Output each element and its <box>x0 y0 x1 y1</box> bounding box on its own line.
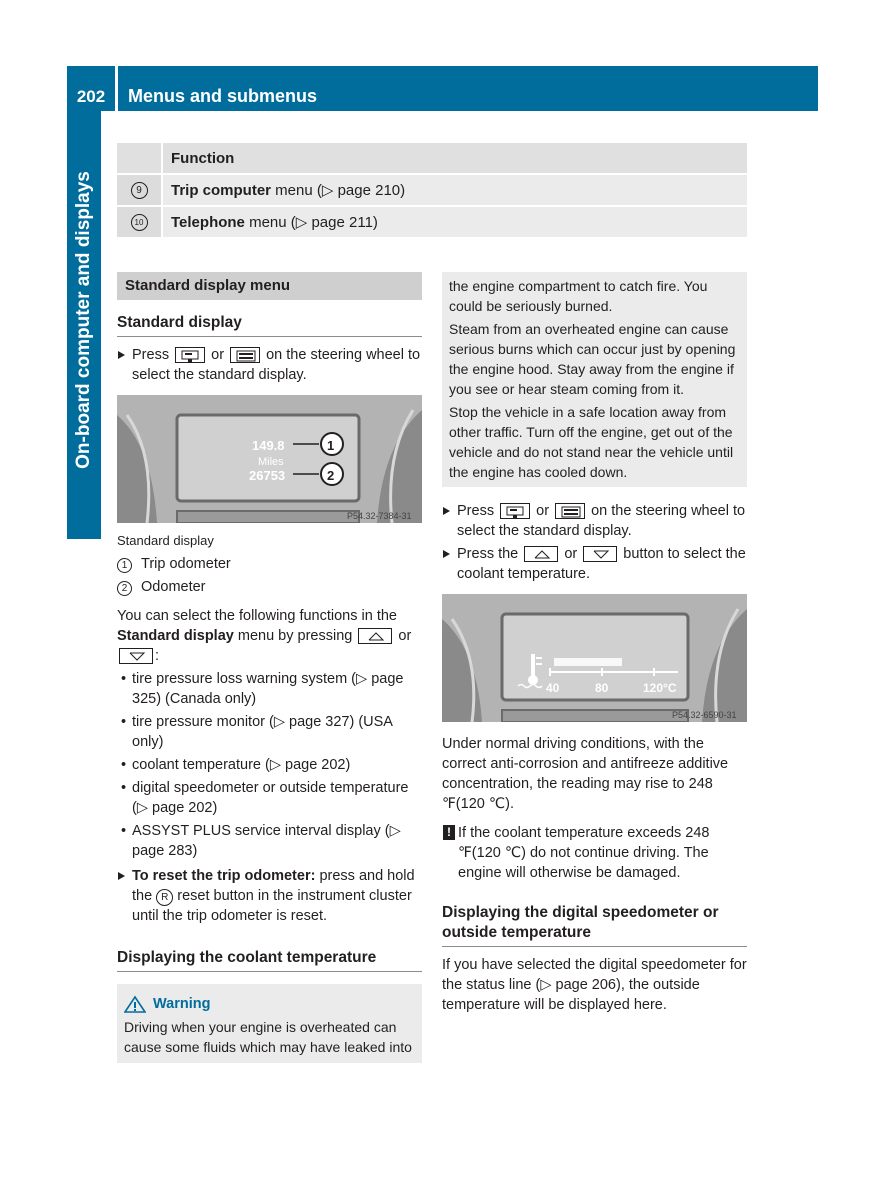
step-text: or <box>536 503 550 519</box>
figure-code: P54.32-6590-31 <box>672 710 737 720</box>
instruction-step <box>117 345 422 385</box>
side-tab-label-wrap <box>67 150 101 490</box>
paragraph: Under normal driving conditions, with the correct anti-corrosion and antifreeze additive concentration, the reading may rise to 248 ℉(120 ℃). <box>442 736 729 812</box>
up-button-icon <box>358 628 392 644</box>
step-text: button to select the coolant temperature. <box>457 546 746 582</box>
page-title: Menus and submenus <box>128 86 318 106</box>
step-text: or <box>564 546 578 562</box>
side-tab-label: On-board computer and displays <box>73 171 94 469</box>
number-circle: 10 <box>131 214 148 231</box>
function-ref: menu (▷ page 210) <box>271 182 406 199</box>
para-text: or <box>398 628 412 644</box>
standard-display-figure <box>117 395 422 523</box>
table-header-row <box>117 143 747 173</box>
right-column <box>442 272 747 1015</box>
list-item: • digital speedometer or outside temperature (▷ page 202) <box>117 778 422 818</box>
display-button-icon <box>500 503 530 519</box>
legend-item <box>117 554 422 574</box>
para-bold: Standard display <box>117 628 234 644</box>
list-item: • tire pressure monitor (▷ page 327) (USA only) <box>117 712 422 752</box>
reset-button-icon: R <box>156 889 173 906</box>
warning-text: Steam from an overheated engine can cause serious burns which can occur just by opening the engine hood. Stay away from the engine if you see or hear steam coming from it. <box>449 321 736 397</box>
reading-unit: Miles <box>258 456 284 468</box>
figure-code: P54.32-7384-31 <box>347 511 412 521</box>
trip-reading: 149.8 <box>252 438 285 453</box>
temp-label-1: 40 <box>546 681 560 695</box>
function-name: Telephone <box>171 213 245 231</box>
warning-box-continued <box>442 272 747 487</box>
callout-1: 1 <box>327 438 335 453</box>
instrument-cluster-illustration <box>442 594 747 722</box>
list-item: • ASSYST PLUS service interval display (▷ page 283) <box>117 821 422 861</box>
warning-box <box>117 984 422 1063</box>
number-circle: 1 <box>117 558 132 573</box>
odometer-reading: 26753 <box>249 468 286 483</box>
down-button-icon <box>583 546 617 562</box>
number-circle: 9 <box>131 182 148 199</box>
note-text: If the coolant temperature exceeds 248 ℉(120 ℃) do not continue driving. The engine will otherwise be damaged. <box>458 825 710 881</box>
step-bold: To reset the trip odometer: <box>132 868 316 884</box>
step-text: reset button in the instrument cluster until the trip odometer is reset. <box>132 888 412 924</box>
step-text: or <box>211 347 225 363</box>
table-row <box>117 207 747 237</box>
warning-text: Driving when your engine is overheated can cause some fluids which may have leaked into <box>124 1019 412 1055</box>
warning-triangle-icon <box>124 995 146 1013</box>
function-list <box>117 669 422 861</box>
temp-label-3: 120°C <box>643 681 677 695</box>
up-button-icon <box>524 546 558 562</box>
coolant-figure <box>442 594 747 722</box>
instruction-step <box>442 501 747 541</box>
header-divider <box>115 66 118 111</box>
figure-caption: Standard display <box>117 533 214 548</box>
list-item: • tire pressure loss warning system (▷ page 325) (Canada only) <box>117 669 422 709</box>
step-text: on the steering wheel to select the standard display. <box>132 347 421 383</box>
step-text: Press <box>457 503 495 519</box>
display-button-icon <box>555 503 585 519</box>
step-text: Press the <box>457 546 519 562</box>
list-item: • coolant temperature (▷ page 202) <box>117 755 422 775</box>
table-header: Function <box>163 143 747 173</box>
note <box>442 823 747 883</box>
legend-item <box>117 577 422 597</box>
caution-icon: ! <box>443 825 455 840</box>
subheading: Displaying the coolant temperature <box>117 948 422 972</box>
warning-title: Warning <box>153 996 211 1012</box>
temp-label-2: 80 <box>595 681 609 695</box>
para-text: menu by pressing <box>237 628 353 644</box>
warning-text: Stop the vehicle in a safe location away from other traffic. Turn off the engine, get out of the vehicle and do not stand near the vehicle until the engine has cooled down. <box>449 404 734 480</box>
function-table <box>117 143 747 239</box>
subheading: Standard display <box>117 313 422 337</box>
para-text: You can select the following functions in the <box>117 608 397 624</box>
down-button-icon <box>119 648 153 664</box>
step-text: press and hold the <box>132 868 415 904</box>
legend-text: Trip odometer <box>141 556 231 572</box>
instruction-step <box>117 866 422 926</box>
instruction-step <box>442 544 747 584</box>
paragraph <box>117 606 422 666</box>
function-name: Trip computer <box>171 181 272 199</box>
display-button-icon <box>175 347 205 363</box>
step-text: Press <box>132 347 170 363</box>
page-header <box>67 66 818 111</box>
step-text: on the steering wheel to select the standard display. <box>457 503 746 539</box>
table-row <box>117 175 747 205</box>
number-circle: 2 <box>117 581 132 596</box>
display-button-icon <box>230 347 260 363</box>
page-number: 202 <box>76 87 106 106</box>
section-title: Standard display menu <box>117 272 422 300</box>
subheading: Displaying the digital speedometer or outside temperature <box>442 903 747 947</box>
paragraph: If you have selected the digital speedometer for the status line (▷ page 206), the outside temperature will be displayed here. <box>442 957 747 1013</box>
function-ref: menu (▷ page 211) <box>244 214 378 231</box>
left-column <box>117 272 422 1063</box>
callout-2: 2 <box>327 468 335 483</box>
legend-text: Odometer <box>141 579 206 595</box>
para-text: : <box>155 648 160 664</box>
warning-text: the engine compartment to catch fire. You could be seriously burned. <box>449 278 708 314</box>
